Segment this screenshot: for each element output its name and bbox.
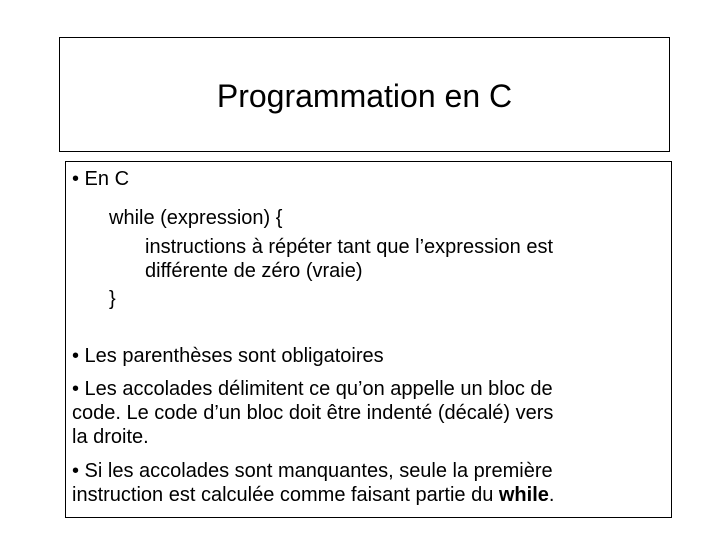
bullet-parentheses: • Les parenthèses sont obligatoires bbox=[72, 345, 384, 367]
bullet-missing-braces-text: instruction est calculée comme faisant partie du bbox=[72, 484, 499, 506]
code-open: while (expression) { bbox=[109, 207, 283, 229]
slide-title: Programmation en C bbox=[216, 78, 513, 114]
code-close: } bbox=[109, 288, 116, 310]
content-box bbox=[65, 161, 672, 518]
bullet-braces-line1: • Les accolades délimitent ce qu’on appelle un bloc de bbox=[72, 378, 553, 400]
intro-bullet: • En C bbox=[72, 168, 130, 190]
bullet-missing-braces-period: . bbox=[548, 484, 555, 506]
bullet-braces-line3: la droite. bbox=[72, 426, 149, 448]
while-keyword: while bbox=[498, 484, 549, 506]
bullet-missing-braces-line1: • Si les accolades sont manquantes, seule la première bbox=[72, 460, 553, 482]
title-box bbox=[59, 37, 670, 152]
bullet-missing-braces-line2 bbox=[72, 484, 554, 506]
bullet-braces-line2: code. Le code d’un bloc doit être indenté (décalé) vers bbox=[72, 402, 554, 424]
code-body-line1: instructions à répéter tant que l’expression est bbox=[145, 236, 553, 258]
code-body-line2: différente de zéro (vraie) bbox=[145, 260, 363, 282]
